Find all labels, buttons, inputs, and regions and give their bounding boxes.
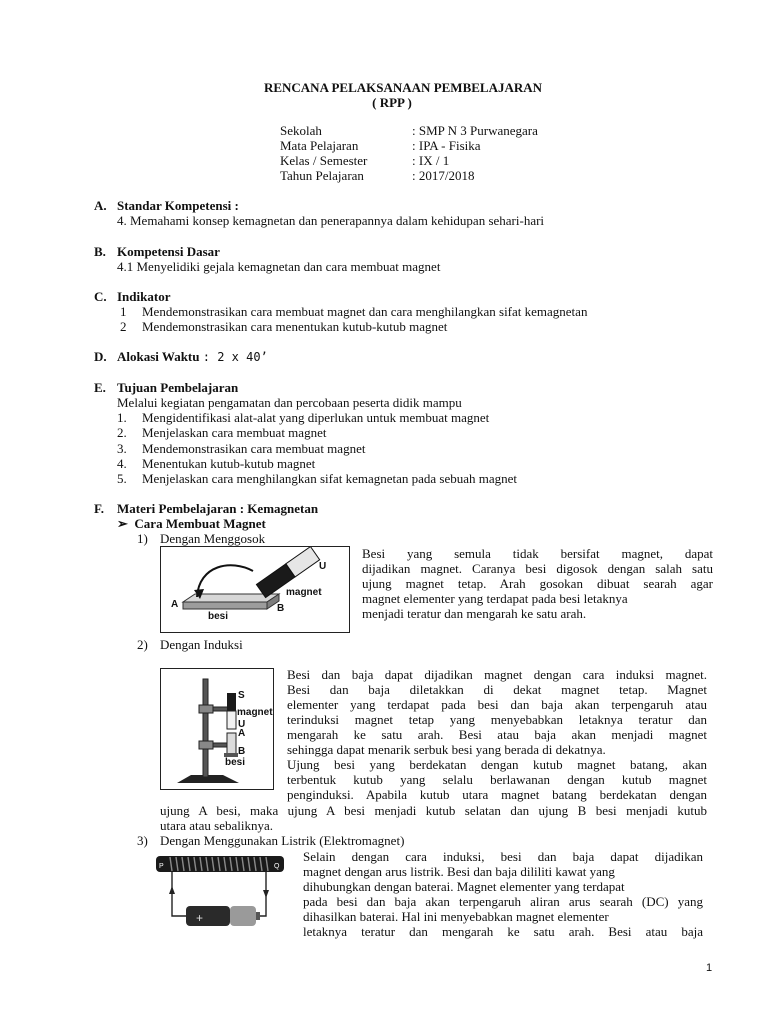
list-item: Menjelaskan cara menghilangkan sifat kemagnetan pada sebuah magnet (142, 471, 518, 486)
list-number: 1. (117, 410, 127, 425)
list-number: 4. (117, 456, 127, 471)
text-line: elementer yang terdapat pada besi dan baja akan terpengaruh atau (287, 697, 707, 712)
section-letter: E. (94, 380, 106, 395)
text-line: letaknya teratur dan mengarah ke satu arah. Besi atau baja (303, 924, 703, 939)
section-letter: A. (94, 198, 107, 213)
text-line: mengarah ke satu arah. Besi atau baja akan menjadi magnet (287, 727, 707, 742)
section-letter: F. (94, 501, 104, 516)
text-line: pada besi dan baja akan terpengaruh aliran arus searah (DC) yang (303, 894, 703, 909)
document-subtitle: ( RPP ) (372, 95, 412, 110)
section-heading: Materi Pembelajaran : Kemagnetan (117, 501, 319, 516)
label-besi: besi (225, 757, 246, 768)
text-line: utara atau sebaliknya. (160, 818, 273, 833)
label-s: S (238, 690, 245, 701)
method-text (287, 667, 707, 802)
text-line: ujung A besi, maka ujung A besi menjadi kutub selatan dan ujung B besi menjadi kutub (160, 803, 707, 818)
section-heading: Standar Kompetensi : (117, 198, 239, 213)
identity-value: : 2017/2018 (412, 168, 475, 183)
text-line: terbentuk kutub yang selalu berlawanan dengan kutub magnet (287, 772, 707, 787)
text-line: sehingga dapat menarik serbuk besi yang berada di dekatnya. (287, 742, 606, 757)
label-u: U (238, 719, 246, 730)
list-number: 5. (117, 471, 127, 486)
section-intro: Melalui kegiatan pengamatan dan percobaan peserta didik mampu (117, 395, 462, 410)
label-magnet: magnet (237, 707, 273, 718)
method-text (303, 849, 703, 939)
identity-label: Tahun Pelajaran (280, 168, 364, 183)
list-number: 3. (117, 441, 127, 456)
label-q: Q (274, 863, 280, 870)
label-p: P (159, 863, 164, 870)
text-line: Besi yang semula tidak bersifat magnet, dapat (362, 546, 713, 561)
identity-value: : IPA - Fisika (412, 138, 481, 153)
list-item: Mengidentifikasi alat-alat yang diperlukan untuk membuat magnet (142, 410, 490, 425)
method-text (362, 546, 713, 621)
section-heading: Kompetensi Dasar (117, 244, 220, 259)
text-line: Besi dan baja dapat dijadikan magnet dengan cara induksi magnet. (287, 667, 707, 682)
rubbing-figure (160, 546, 350, 633)
list-number: 1 (120, 304, 127, 319)
page-number: 1 (706, 962, 713, 974)
section-heading: Indikator (117, 289, 171, 304)
label-a: A (238, 728, 246, 739)
electromagnet-illustration (150, 850, 290, 938)
section-letter: C. (94, 289, 107, 304)
method-title: Dengan Menggunakan Listrik (Elektromagnet) (160, 833, 405, 848)
label-b: B (238, 746, 246, 757)
method-number: 1) (137, 531, 148, 546)
label-a: A (171, 599, 179, 610)
label-u: U (319, 561, 327, 572)
bullet-row (117, 516, 266, 531)
identity-label: Mata Pelajaran (280, 138, 359, 153)
text-line: menjadi teratur dan mengarah ke satu arah. (362, 606, 587, 621)
electromagnet-figure (150, 850, 290, 938)
list-number: 2. (117, 425, 127, 440)
method-number: 3) (137, 833, 148, 848)
section-heading: Tujuan Pembelajaran (117, 380, 239, 395)
induction-illustration (161, 669, 273, 789)
label-b: B (277, 603, 285, 614)
method-text-full (160, 803, 707, 833)
list-item: Menentukan kutub-kutub magnet (142, 456, 316, 471)
document-title: RENCANA PELAKSANAAN PEMBELAJARAN (263, 80, 543, 95)
text-line: magnet dengan arus listrik. Besi dan baja dililiti kawat yang (303, 864, 615, 879)
list-item: Mendemonstrasikan cara membuat magnet (142, 441, 366, 456)
method-title: Dengan Induksi (160, 637, 243, 652)
alokasi-row (117, 349, 268, 365)
list-item: Menjelaskan cara membuat magnet (142, 425, 327, 440)
induction-figure (160, 668, 274, 790)
method-title: Dengan Menggosok (160, 531, 266, 546)
list-number: 2 (120, 319, 127, 334)
section-item: 4.1 Menyelidiki gejala kemagnetan dan cara membuat magnet (117, 259, 441, 274)
text-line: Besi dan baja diletakkan di dekat magnet tetap. Magnet (287, 682, 707, 697)
list-item: Mendemonstrasikan cara menentukan kutub-kutub magnet (142, 319, 448, 334)
identity-value: : SMP N 3 Purwanegara (412, 123, 538, 138)
method-number: 2) (137, 637, 148, 652)
text-line: penginduksi. Apabila kutub utara magnet batang berdekatan dengan (287, 787, 707, 802)
label-plus: + (196, 911, 204, 925)
bullet-heading: Cara Membuat Magnet (134, 516, 266, 531)
alokasi-value: : 2 x 40’ (202, 350, 268, 364)
text-line: dihasilkan baterai. Hal ini menyebabkan magnet elementer (303, 909, 609, 924)
section-letter: D. (94, 349, 107, 364)
arrow-bullet-icon: ➢ (117, 516, 128, 531)
section-letter: B. (94, 244, 106, 259)
text-line: dijadikan magnet. Caranya besi digosok dengan salah satu (362, 561, 713, 576)
identity-label: Sekolah (280, 123, 322, 138)
text-line: dihubungkan dengan baterai. Magnet elementer yang terdapat (303, 879, 625, 894)
text-line: magnet elementer yang terdapat pada besi letaknya (362, 591, 628, 606)
rubbing-illustration (161, 547, 349, 632)
label-besi: besi (208, 611, 229, 622)
text-line: terinduksi magnet tetap yang menyebabkan letaknya teratur dan (287, 712, 707, 727)
section-heading: Alokasi Waktu (117, 349, 200, 364)
identity-label: Kelas / Semester (280, 153, 368, 168)
text-line: Ujung besi yang berdekatan dengan kutub magnet batang, akan (287, 757, 707, 772)
identity-value: : IX / 1 (412, 153, 450, 168)
list-item: Mendemonstrasikan cara membuat magnet dan cara menghilangkan sifat kemagnetan (142, 304, 588, 319)
label-magnet: magnet (286, 587, 322, 598)
text-line: Selain dengan cara induksi, besi dan baja dapat dijadikan (303, 849, 703, 864)
text-line: ujung magnet tetap. Arah gosokan dibuat searah agar (362, 576, 713, 591)
section-item: 4. Memahami konsep kemagnetan dan penerapannya dalam kehidupan sehari-hari (117, 213, 545, 228)
